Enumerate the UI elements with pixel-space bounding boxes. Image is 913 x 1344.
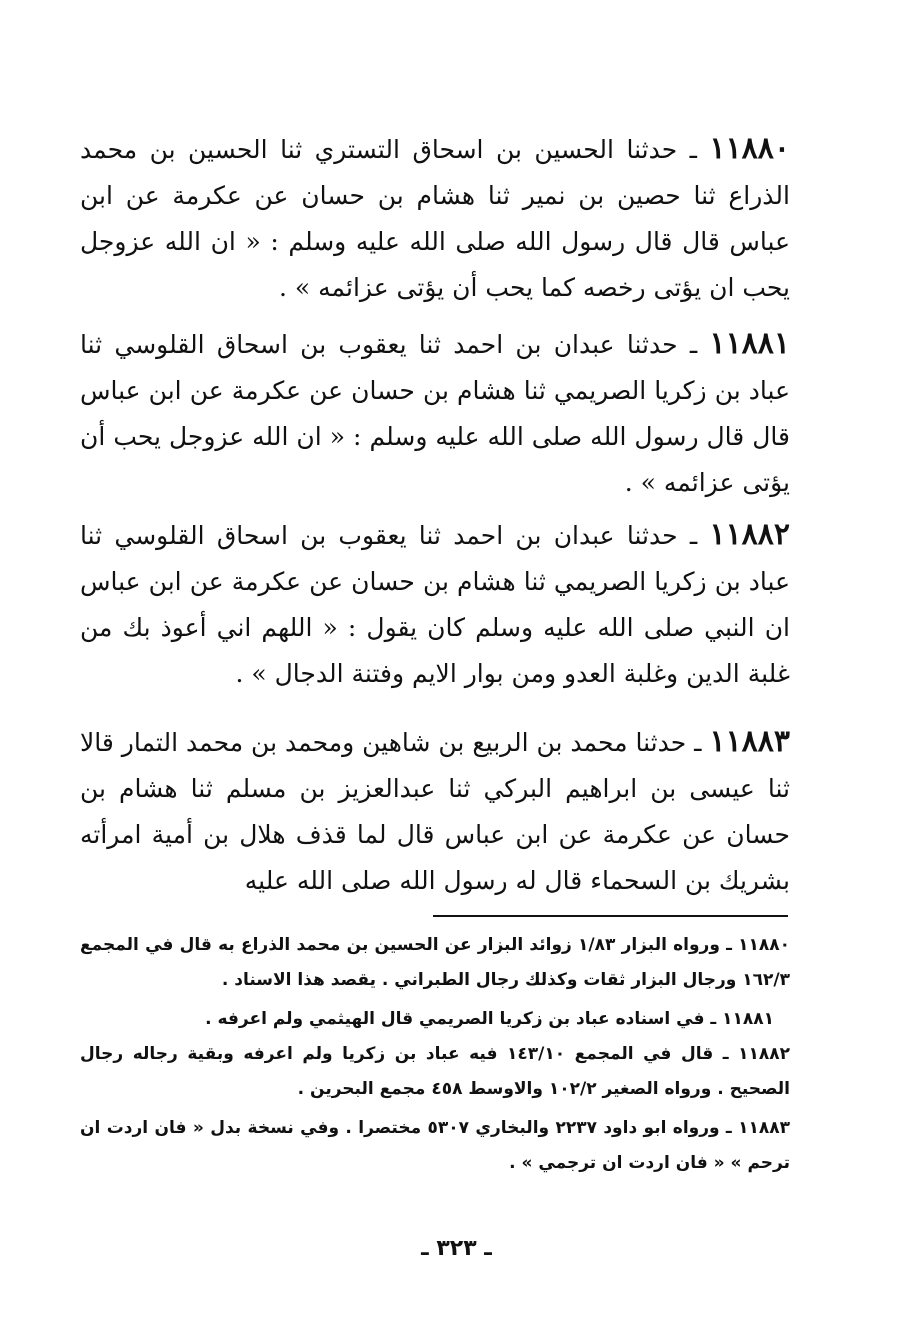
hadith-11880 xyxy=(80,126,790,311)
footnote-11880: ١١٨٨٠ ـ ورواه البزار ١/٨٣ زوائد البزار عن الحسين بن محمد الذراع به قال في المجمع ١٦٢/٣ ورجال البزار ثقات وكذلك رجال الطبراني . يقصد هذا الاسناد . xyxy=(80,935,791,990)
footnotes xyxy=(80,928,790,1181)
footnote-divider xyxy=(433,915,788,917)
footnote-11882: ١١٨٨٢ ـ قال في المجمع ١٤٣/١٠ فيه عباد بن زكريا ولم اعرفه وبقية رجاله رجال الصحيح . ورواه الصغير ١٠٢/٢ والاوسط ٤٥٨ مجمع البحرين . xyxy=(80,1044,790,1099)
footnote-11881: ١١٨٨١ ـ في اسناده عباد بن زكريا الصريمي قال الهيثمي ولم اعرفه . xyxy=(205,1009,774,1029)
hadith-text: ـ حدثنا محمد بن الربيع بن شاهين ومحمد بن محمد التمار قالا ثنا عيسى بن ابراهيم البركي ثنا عبدالعزيز بن مسلم ثنا هشام بن حسان عن عكرمة عن ابن عباس قال لما قذف هلال بن أمية امرأته بشريك بن السحماء قال له رسول الله صلى الله عليه xyxy=(80,728,790,895)
hadith-number: ١١٨٨٠ xyxy=(709,131,790,166)
hadith-11881 xyxy=(80,321,790,506)
hadith-11882 xyxy=(80,512,790,697)
hadith-number: ١١٨٨١ xyxy=(709,326,790,361)
page-number: ـ ٣٢٣ ـ xyxy=(421,1236,492,1261)
hadith-11883 xyxy=(80,719,790,904)
hadith-text: ـ حدثنا الحسين بن اسحاق التستري ثنا الحسين بن محمد الذراع ثنا حصين بن نمير ثنا هشام بن حسان عن عكرمة عن ابن عباس قال قال رسول الله صلى الله عليه وسلم : « ان الله عزوجل يحب ان يؤتى رخصه كما يحب أن يؤتى عزائمه » . xyxy=(80,135,790,302)
hadith-text: ـ حدثنا عبدان بن احمد ثنا يعقوب بن اسحاق القلوسي ثنا عباد بن زكريا الصريمي ثنا هشام بن حسان عن عكرمة عن ابن عباس قال قال رسول الله صلى الله عليه وسلم : « ان الله عزوجل يحب أن يؤتى عزائمه » . xyxy=(80,330,790,497)
footnote-11883: ١١٨٨٣ ـ ورواه ابو داود ٢٢٣٧ والبخاري ٥٣٠٧ مختصرا . وفي نسخة بدل « فان اردت ان ترحم » « فان اردت ان ترجمي » . xyxy=(80,1118,790,1173)
hadith-text: ـ حدثنا عبدان بن احمد ثنا يعقوب بن اسحاق القلوسي ثنا عباد بن زكريا الصريمي ثنا هشام بن حسان عن عكرمة عن ابن عباس ان النبي صلى الله عليه وسلم كان يقول : « اللهم اني أعوذ بك من غلبة الدين وغلبة العدو ومن بوار الايم وفتنة الدجال » . xyxy=(80,521,790,688)
hadith-number: ١١٨٨٢ xyxy=(709,517,790,552)
main-text xyxy=(80,118,790,904)
hadith-number: ١١٨٨٣ xyxy=(709,724,790,759)
